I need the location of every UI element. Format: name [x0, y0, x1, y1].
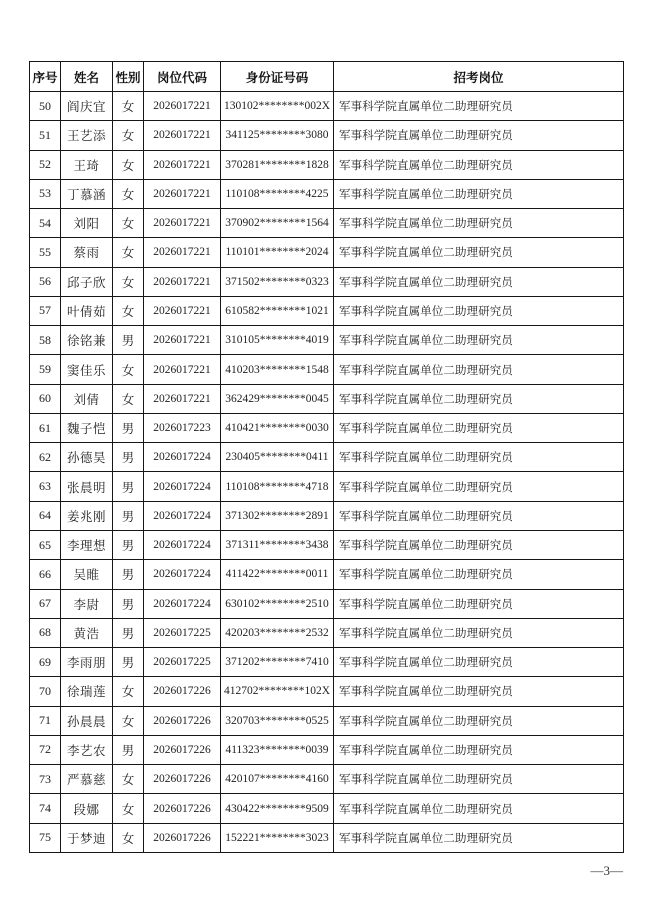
cell-name: 窦佳乐 [61, 355, 113, 384]
cell-gender: 男 [113, 472, 144, 501]
cell-id: 110108********4225 [221, 179, 334, 208]
cell-id: 430422********9509 [221, 794, 334, 823]
cell-position: 军事科学院直属单位二助理研究员 [334, 765, 624, 794]
cell-gender: 女 [113, 121, 144, 150]
table-row [30, 384, 624, 413]
table-row [30, 677, 624, 706]
cell-id: 411422********0011 [221, 560, 334, 589]
table-row [30, 150, 624, 179]
cell-position: 军事科学院直属单位二助理研究员 [334, 560, 624, 589]
cell-position: 军事科学院直属单位二助理研究员 [334, 443, 624, 472]
table-row [30, 209, 624, 238]
cell-gender: 女 [113, 179, 144, 208]
cell-gender: 女 [113, 209, 144, 238]
cell-name: 蔡雨 [61, 238, 113, 267]
cell-gender: 女 [113, 384, 144, 413]
cell-seq: 74 [30, 794, 61, 823]
column-header-code: 岗位代码 [144, 62, 221, 92]
cell-seq: 58 [30, 326, 61, 355]
cell-position: 军事科学院直属单位二助理研究员 [334, 150, 624, 179]
table-row [30, 648, 624, 677]
table-row [30, 706, 624, 735]
cell-name: 孙德昊 [61, 443, 113, 472]
cell-code: 2026017224 [144, 560, 221, 589]
cell-position: 军事科学院直属单位二助理研究员 [334, 121, 624, 150]
cell-id: 110108********4718 [221, 472, 334, 501]
cell-code: 2026017225 [144, 648, 221, 677]
cell-id: 310105********4019 [221, 326, 334, 355]
cell-id: 410421********0030 [221, 413, 334, 442]
cell-code: 2026017221 [144, 121, 221, 150]
table-row [30, 179, 624, 208]
header-row [30, 62, 624, 92]
cell-code: 2026017224 [144, 472, 221, 501]
cell-code: 2026017224 [144, 501, 221, 530]
cell-name: 李理想 [61, 530, 113, 559]
cell-name: 李尉 [61, 589, 113, 618]
cell-gender: 女 [113, 355, 144, 384]
cell-name: 丁慕涵 [61, 179, 113, 208]
cell-code: 2026017221 [144, 296, 221, 325]
cell-gender: 男 [113, 618, 144, 647]
cell-name: 张晨明 [61, 472, 113, 501]
cell-id: 371302********2891 [221, 501, 334, 530]
cell-position: 军事科学院直属单位二助理研究员 [334, 179, 624, 208]
cell-seq: 52 [30, 150, 61, 179]
cell-seq: 66 [30, 560, 61, 589]
cell-position: 军事科学院直属单位二助理研究员 [334, 501, 624, 530]
cell-position: 军事科学院直属单位二助理研究员 [334, 267, 624, 296]
cell-position: 军事科学院直属单位二助理研究员 [334, 92, 624, 121]
cell-seq: 55 [30, 238, 61, 267]
cell-position: 军事科学院直属单位二助理研究员 [334, 706, 624, 735]
table-row [30, 413, 624, 442]
table-row [30, 443, 624, 472]
cell-name: 王艺添 [61, 121, 113, 150]
cell-id: 371202********7410 [221, 648, 334, 677]
table-row [30, 501, 624, 530]
cell-seq: 73 [30, 765, 61, 794]
cell-name: 段娜 [61, 794, 113, 823]
cell-seq: 70 [30, 677, 61, 706]
cell-id: 420203********2532 [221, 618, 334, 647]
cell-seq: 60 [30, 384, 61, 413]
cell-gender: 女 [113, 706, 144, 735]
column-header-id: 身份证号码 [221, 62, 334, 92]
cell-gender: 女 [113, 677, 144, 706]
cell-position: 军事科学院直属单位二助理研究员 [334, 209, 624, 238]
table-row [30, 765, 624, 794]
cell-id: 410203********1548 [221, 355, 334, 384]
cell-position: 军事科学院直属单位二助理研究员 [334, 296, 624, 325]
cell-code: 2026017226 [144, 677, 221, 706]
cell-position: 军事科学院直属单位二助理研究员 [334, 384, 624, 413]
cell-gender: 女 [113, 823, 144, 852]
cell-code: 2026017221 [144, 267, 221, 296]
cell-seq: 75 [30, 823, 61, 852]
cell-seq: 72 [30, 735, 61, 764]
cell-id: 370902********1564 [221, 209, 334, 238]
cell-position: 军事科学院直属单位二助理研究员 [334, 648, 624, 677]
table-row [30, 618, 624, 647]
cell-code: 2026017221 [144, 209, 221, 238]
cell-code: 2026017226 [144, 794, 221, 823]
cell-id: 130102********002X [221, 92, 334, 121]
cell-gender: 女 [113, 92, 144, 121]
cell-position: 军事科学院直属单位二助理研究员 [334, 472, 624, 501]
cell-code: 2026017221 [144, 92, 221, 121]
table-row [30, 238, 624, 267]
cell-position: 军事科学院直属单位二助理研究员 [334, 413, 624, 442]
cell-position: 军事科学院直属单位二助理研究员 [334, 355, 624, 384]
cell-name: 王琦 [61, 150, 113, 179]
table-row [30, 472, 624, 501]
table-row [30, 823, 624, 852]
cell-position: 军事科学院直属单位二助理研究员 [334, 677, 624, 706]
cell-gender: 男 [113, 530, 144, 559]
table-row [30, 296, 624, 325]
table-row [30, 92, 624, 121]
table-header [30, 62, 624, 92]
cell-id: 110101********2024 [221, 238, 334, 267]
table-row [30, 589, 624, 618]
cell-position: 军事科学院直属单位二助理研究员 [334, 735, 624, 764]
cell-name: 叶倩茹 [61, 296, 113, 325]
column-header-position: 招考岗位 [334, 62, 624, 92]
cell-seq: 63 [30, 472, 61, 501]
cell-gender: 女 [113, 150, 144, 179]
cell-code: 2026017224 [144, 530, 221, 559]
table-row [30, 735, 624, 764]
cell-seq: 54 [30, 209, 61, 238]
table-row [30, 794, 624, 823]
cell-gender: 男 [113, 648, 144, 677]
cell-seq: 61 [30, 413, 61, 442]
cell-name: 刘阳 [61, 209, 113, 238]
cell-name: 徐瑞莲 [61, 677, 113, 706]
cell-position: 军事科学院直属单位二助理研究员 [334, 589, 624, 618]
cell-code: 2026017226 [144, 706, 221, 735]
cell-id: 371311********3438 [221, 530, 334, 559]
cell-id: 341125********3080 [221, 121, 334, 150]
cell-gender: 男 [113, 735, 144, 764]
cell-code: 2026017224 [144, 443, 221, 472]
cell-position: 军事科学院直属单位二助理研究员 [334, 823, 624, 852]
cell-seq: 59 [30, 355, 61, 384]
cell-position: 军事科学院直属单位二助理研究员 [334, 238, 624, 267]
cell-gender: 男 [113, 443, 144, 472]
cell-id: 412702********102X [221, 677, 334, 706]
table-row [30, 530, 624, 559]
page-number: —3— [590, 863, 623, 878]
cell-id: 630102********2510 [221, 589, 334, 618]
cell-name: 刘倩 [61, 384, 113, 413]
cell-code: 2026017223 [144, 413, 221, 442]
cell-id: 152221********3023 [221, 823, 334, 852]
cell-seq: 67 [30, 589, 61, 618]
cell-id: 420107********4160 [221, 765, 334, 794]
cell-id: 411323********0039 [221, 735, 334, 764]
cell-gender: 女 [113, 238, 144, 267]
cell-name: 孙晨晨 [61, 706, 113, 735]
cell-code: 2026017221 [144, 384, 221, 413]
cell-name: 邱子欣 [61, 267, 113, 296]
table-row [30, 326, 624, 355]
cell-gender: 男 [113, 560, 144, 589]
cell-code: 2026017224 [144, 589, 221, 618]
cell-name: 于梦迪 [61, 823, 113, 852]
cell-id: 610582********1021 [221, 296, 334, 325]
cell-name: 李雨朋 [61, 648, 113, 677]
cell-code: 2026017221 [144, 238, 221, 267]
column-header-seq: 序号 [30, 62, 61, 92]
cell-name: 魏子恺 [61, 413, 113, 442]
cell-code: 2026017226 [144, 735, 221, 764]
cell-name: 严慕慈 [61, 765, 113, 794]
cell-seq: 50 [30, 92, 61, 121]
cell-code: 2026017221 [144, 355, 221, 384]
cell-gender: 男 [113, 501, 144, 530]
cell-position: 军事科学院直属单位二助理研究员 [334, 794, 624, 823]
table-body [30, 92, 624, 853]
cell-name: 阎庆宜 [61, 92, 113, 121]
cell-code: 2026017221 [144, 150, 221, 179]
cell-id: 320703********0525 [221, 706, 334, 735]
table-row [30, 560, 624, 589]
cell-seq: 51 [30, 121, 61, 150]
cell-id: 362429********0045 [221, 384, 334, 413]
cell-gender: 男 [113, 589, 144, 618]
cell-gender: 女 [113, 794, 144, 823]
cell-gender: 男 [113, 326, 144, 355]
cell-code: 2026017226 [144, 765, 221, 794]
cell-id: 371502********0323 [221, 267, 334, 296]
cell-name: 徐铭兼 [61, 326, 113, 355]
cell-id: 230405********0411 [221, 443, 334, 472]
cell-gender: 女 [113, 765, 144, 794]
table-row [30, 121, 624, 150]
cell-name: 李艺农 [61, 735, 113, 764]
table-row [30, 267, 624, 296]
cell-gender: 女 [113, 296, 144, 325]
column-header-name: 姓名 [61, 62, 113, 92]
cell-position: 军事科学院直属单位二助理研究员 [334, 326, 624, 355]
column-header-gender: 性别 [113, 62, 144, 92]
cell-seq: 64 [30, 501, 61, 530]
cell-seq: 68 [30, 618, 61, 647]
cell-name: 黄浩 [61, 618, 113, 647]
cell-name: 吴睢 [61, 560, 113, 589]
cell-code: 2026017221 [144, 326, 221, 355]
cell-gender: 男 [113, 413, 144, 442]
cell-code: 2026017225 [144, 618, 221, 647]
cell-seq: 62 [30, 443, 61, 472]
cell-seq: 69 [30, 648, 61, 677]
cell-gender: 女 [113, 267, 144, 296]
cell-code: 2026017221 [144, 179, 221, 208]
cell-seq: 57 [30, 296, 61, 325]
cell-seq: 71 [30, 706, 61, 735]
cell-position: 军事科学院直属单位二助理研究员 [334, 618, 624, 647]
cell-seq: 65 [30, 530, 61, 559]
cell-seq: 53 [30, 179, 61, 208]
table-row [30, 355, 624, 384]
cell-id: 370281********1828 [221, 150, 334, 179]
cell-code: 2026017226 [144, 823, 221, 852]
cell-name: 姜兆刚 [61, 501, 113, 530]
applicant-roster-table [29, 61, 624, 853]
cell-seq: 56 [30, 267, 61, 296]
cell-position: 军事科学院直属单位二助理研究员 [334, 530, 624, 559]
